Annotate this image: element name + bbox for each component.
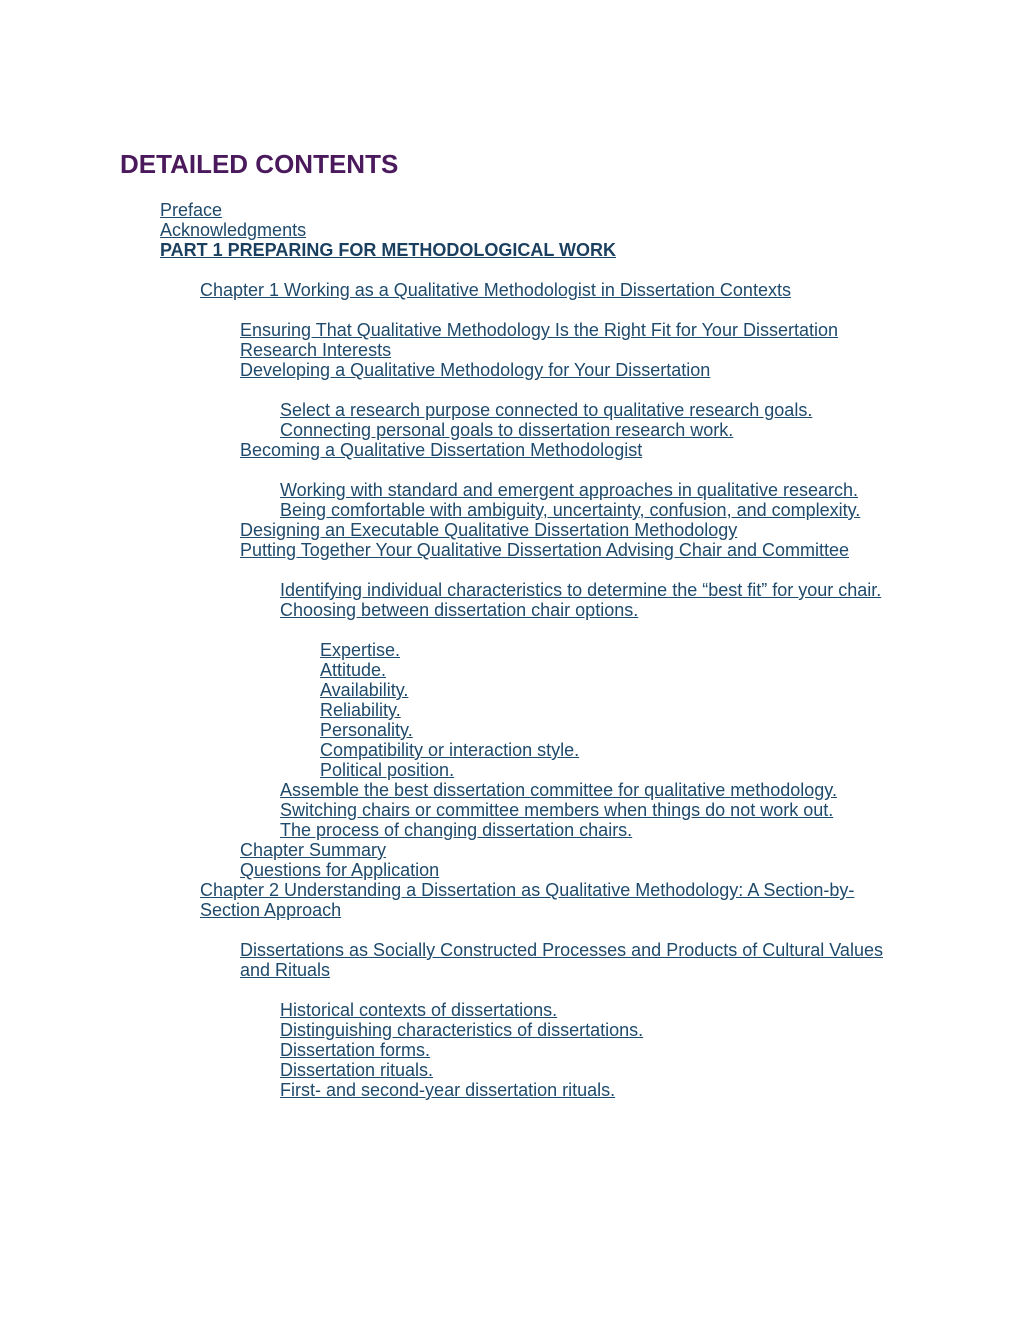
toc-link-level-3[interactable]: Questions for Application: [240, 860, 440, 880]
toc-link-level-4[interactable]: Select a research purpose connected to qualitative research goals.: [280, 400, 813, 420]
toc-link-level-3[interactable]: Dissertations as Socially Constructed Processes and Products of Cultural Values and Rituals: [240, 940, 883, 980]
toc-link-level-1[interactable]: Preface: [160, 200, 223, 220]
toc-link-level-4[interactable]: Identifying individual characteristics to determine the “best fit” for your chair.: [280, 580, 882, 600]
toc-link-level-5[interactable]: Expertise.: [320, 640, 401, 660]
toc-link-level-4[interactable]: The process of changing dissertation chairs.: [280, 820, 633, 840]
toc-link-level-4[interactable]: Historical contexts of dissertations.: [280, 1000, 558, 1020]
toc-link-level-5[interactable]: Reliability.: [320, 700, 401, 720]
toc-link-level-4[interactable]: Dissertation rituals.: [280, 1060, 434, 1080]
toc-link-level-4[interactable]: Working with standard and emergent approaches in qualitative research.: [280, 480, 858, 500]
toc-link-level-3[interactable]: Ensuring That Qualitative Methodology Is the Right Fit for Your Dissertation Research Interests: [240, 320, 838, 360]
toc-link-level-5[interactable]: Compatibility or interaction style.: [320, 740, 580, 760]
toc-link-level-3[interactable]: Chapter Summary: [240, 840, 387, 860]
page-title: DETAILED CONTENTS: [120, 149, 399, 179]
toc-link-level-4[interactable]: Choosing between dissertation chair options.: [280, 600, 639, 620]
toc-link-level-1[interactable]: Acknowledgments: [160, 220, 307, 240]
toc-link-level-3[interactable]: Developing a Qualitative Methodology for Your Dissertation: [240, 360, 711, 380]
toc-link-level-4[interactable]: Dissertation forms.: [280, 1040, 431, 1060]
toc-part-heading-link[interactable]: PART 1 PREPARING FOR METHODOLOGICAL WORK: [160, 240, 617, 260]
toc-link-level-5[interactable]: Attitude.: [320, 660, 387, 680]
toc-link-level-3[interactable]: Putting Together Your Qualitative Dissertation Advising Chair and Committee: [240, 540, 850, 560]
table-of-contents: [0, 200, 1020, 1100]
toc-link-level-4[interactable]: Being comfortable with ambiguity, uncertainty, confusion, and complexity.: [280, 500, 861, 520]
toc-link-level-2[interactable]: Chapter 1 Working as a Qualitative Methodologist in Dissertation Contexts: [200, 280, 791, 300]
toc-link-level-3[interactable]: Designing an Executable Qualitative Dissertation Methodology: [240, 520, 738, 540]
toc-link-level-4[interactable]: Switching chairs or committee members when things do not work out.: [280, 800, 834, 820]
toc-link-level-4[interactable]: First- and second-year dissertation rituals.: [280, 1080, 616, 1100]
toc-link-level-3[interactable]: Becoming a Qualitative Dissertation Methodologist: [240, 440, 643, 460]
toc-link-level-4[interactable]: Connecting personal goals to dissertation research work.: [280, 420, 734, 440]
toc-link-level-5[interactable]: Personality.: [320, 720, 413, 740]
toc-link-level-5[interactable]: Availability.: [320, 680, 409, 700]
toc-link-level-4[interactable]: Assemble the best dissertation committee for qualitative methodology.: [280, 780, 837, 800]
toc-link-level-5[interactable]: Political position.: [320, 760, 455, 780]
toc-link-level-4[interactable]: Distinguishing characteristics of dissertations.: [280, 1020, 644, 1040]
toc-link-level-2[interactable]: Chapter 2 Understanding a Dissertation as Qualitative Methodology: A Section-by-Section Approach: [200, 880, 855, 920]
